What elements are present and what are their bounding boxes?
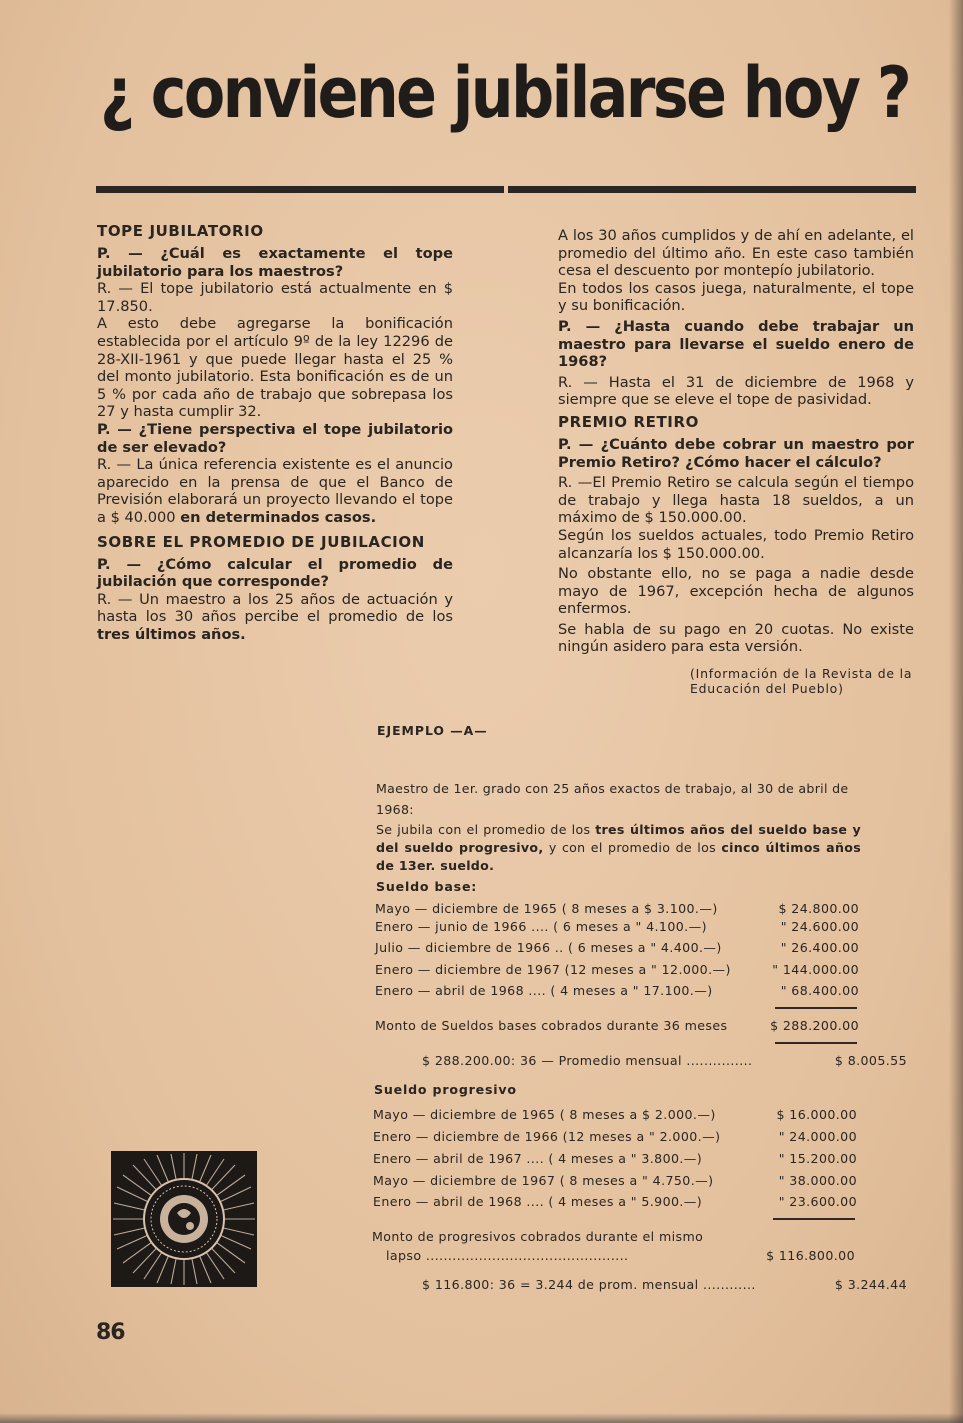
- table-row: Mayo — diciembre de 1965 ( 8 meses a $ 2.000.—) $ 16.000.00: [373, 1107, 857, 1122]
- answer-5-cont: Según los sueldos actuales, todo Premio Retiro alcanzaría los $ 150.000.00.: [558, 526, 914, 562]
- table-row: Enero — abril de 1967 .... ( 4 meses a " 3.800.—) " 15.200.00: [373, 1151, 857, 1166]
- page-edge-shadow: [949, 0, 963, 1423]
- question-4: P. — ¿Hasta cuando debe trabajar un maestro para llevarse el sueldo enero de 1968?: [558, 317, 914, 371]
- prog-total-row-2: lapso .............................................. $ 116.800.00: [386, 1248, 855, 1263]
- section-heading-promedio: SOBRE EL PROMEDIO DE JUBILACION: [97, 532, 425, 551]
- answer-3: R. — Un maestro a los 25 años de actuación y hasta los 30 años percibe el promedio de los tres últimos años.: [97, 590, 453, 643]
- page-bottom-shadow: [0, 1413, 963, 1423]
- paragraph-no-pago: No obstante ello, no se paga a nadie desde mayo de 1967, excepción hecha de algunos enfermos.: [558, 565, 914, 618]
- sun-emblem-illustration: [111, 1151, 257, 1287]
- example-intro: Maestro de 1er. grado con 25 años exactos de trabajo, al 30 de abril de 1968:: [376, 781, 849, 817]
- answer-1-cont: A esto debe agregarse la bonificación establecida por el artículo 9º de la ley 12296 de 28-XII-1961 y que puede llegar hasta el 25 % del monto jubilatorio. Esta bonificación es de un 5 % por cada año de trabajo que sobrepasa los 27 y hasta cumplir 32.: [97, 315, 453, 421]
- example-intro-2: Se jubila con el promedio de los tres últimos años del sueldo base y del sueldo progresivo, y con el promedio de los cinco últimos años de 13er. sueldo.: [376, 822, 861, 873]
- question-2: P. — ¿Tiene perspectiva el tope jubilatorio de ser elevado?: [97, 420, 453, 456]
- table-row: Enero — junio de 1966 .... ( 6 meses a " 4.100.—) " 24.600.00: [375, 919, 859, 934]
- answer-2: R. — La única referencia existente es el anuncio aparecido en la prensa de que el Banco de Previsión elaborará un proyecto llevando el tope a $ 40.000 en determinados casos.: [97, 456, 453, 526]
- example-heading: EJEMPLO —A—: [377, 723, 488, 738]
- question-5: P. — ¿Cuánto debe cobrar un maestro por Premio Retiro? ¿Cómo hacer el cálculo?: [558, 435, 914, 471]
- base-total-row: Monto de Sueldos bases cobrados durante 36 meses $ 288.200.00: [375, 1018, 859, 1033]
- left-column: [97, 222, 453, 643]
- article-title: ¿ conviene jubilarse hoy ?: [100, 52, 910, 134]
- paragraph-promedio-30: A los 30 años cumplidos y de ahí en adelante, el promedio del último año. En este caso también cesa el descuento por montepío jubilatorio.: [558, 227, 914, 280]
- table-row: Mayo — diciembre de 1965 ( 8 meses a $ 3.100.—) $ 24.800.00: [375, 901, 859, 916]
- question-1: P. — ¿Cuál es exactamente el tope jubilatorio para los maestros?: [97, 245, 453, 280]
- sum-line: [775, 1042, 857, 1044]
- table-row: Enero — diciembre de 1966 (12 meses a " 2.000.—) " 24.000.00: [373, 1129, 857, 1144]
- answer-1: R. — El tope jubilatorio está actualmente en $ 17.850.: [97, 280, 453, 315]
- source-note: (Información de la Revista de la Educación del Pueblo): [690, 666, 913, 697]
- table-row: Enero — abril de 1968 .... ( 4 meses a " 5.900.—) " 23.600.00: [373, 1194, 857, 1209]
- section-heading-tope: TOPE JUBILATORIO: [97, 222, 264, 240]
- answer-4: R. — Hasta el 31 de diciembre de 1968 y siempre que se eleve el tope de pasividad.: [558, 373, 914, 409]
- table-row: Enero — diciembre de 1967 (12 meses a " 12.000.—) " 144.000.00: [375, 962, 859, 977]
- paragraph-cuotas: Se habla de su pago en 20 cuotas. No existe ningún asidero para esta versión.: [558, 620, 914, 656]
- base-average-row: $ 288.200.00: 36 — Promedio mensual ............... $ 8.005.55: [422, 1053, 907, 1068]
- sum-line: [773, 1218, 855, 1220]
- table-row: Enero — abril de 1968 .... ( 4 meses a " 17.100.—) " 68.400.00: [375, 983, 859, 998]
- title-rule-left: [96, 186, 504, 193]
- prog-average-row: $ 116.800: 36 = 3.244 de prom. mensual ............ $ 3.244.44: [422, 1277, 907, 1292]
- table-row: Mayo — diciembre de 1967 ( 8 meses a " 4.750.—) " 38.000.00: [373, 1173, 857, 1188]
- progressive-salary-heading: Sueldo progresivo: [374, 1082, 517, 1097]
- title-rule-right: [508, 186, 916, 193]
- section-heading-premio: PREMIO RETIRO: [558, 412, 699, 431]
- question-3: P. — ¿Cómo calcular el promedio de jubilación que corresponde?: [97, 555, 453, 591]
- paragraph-tope: En todos los casos juega, naturalmente, el tope y su bonificación.: [558, 279, 914, 315]
- sum-line: [775, 1007, 857, 1009]
- sunburst-icon: [111, 1151, 257, 1287]
- right-column: [558, 227, 914, 696]
- prog-total-row-1: Monto de progresivos cobrados durante el mismo: [372, 1229, 704, 1244]
- page-number: 86: [96, 1320, 125, 1345]
- base-salary-heading: Sueldo base:: [376, 879, 478, 894]
- table-row: Julio — diciembre de 1966 .. ( 6 meses a " 4.400.—) " 26.400.00: [375, 940, 859, 955]
- answer-5: R. —El Premio Retiro se calcula según el tiempo de trabajo y llega hasta 18 sueldos, a un máximo de $ 150.000.00.: [558, 474, 914, 527]
